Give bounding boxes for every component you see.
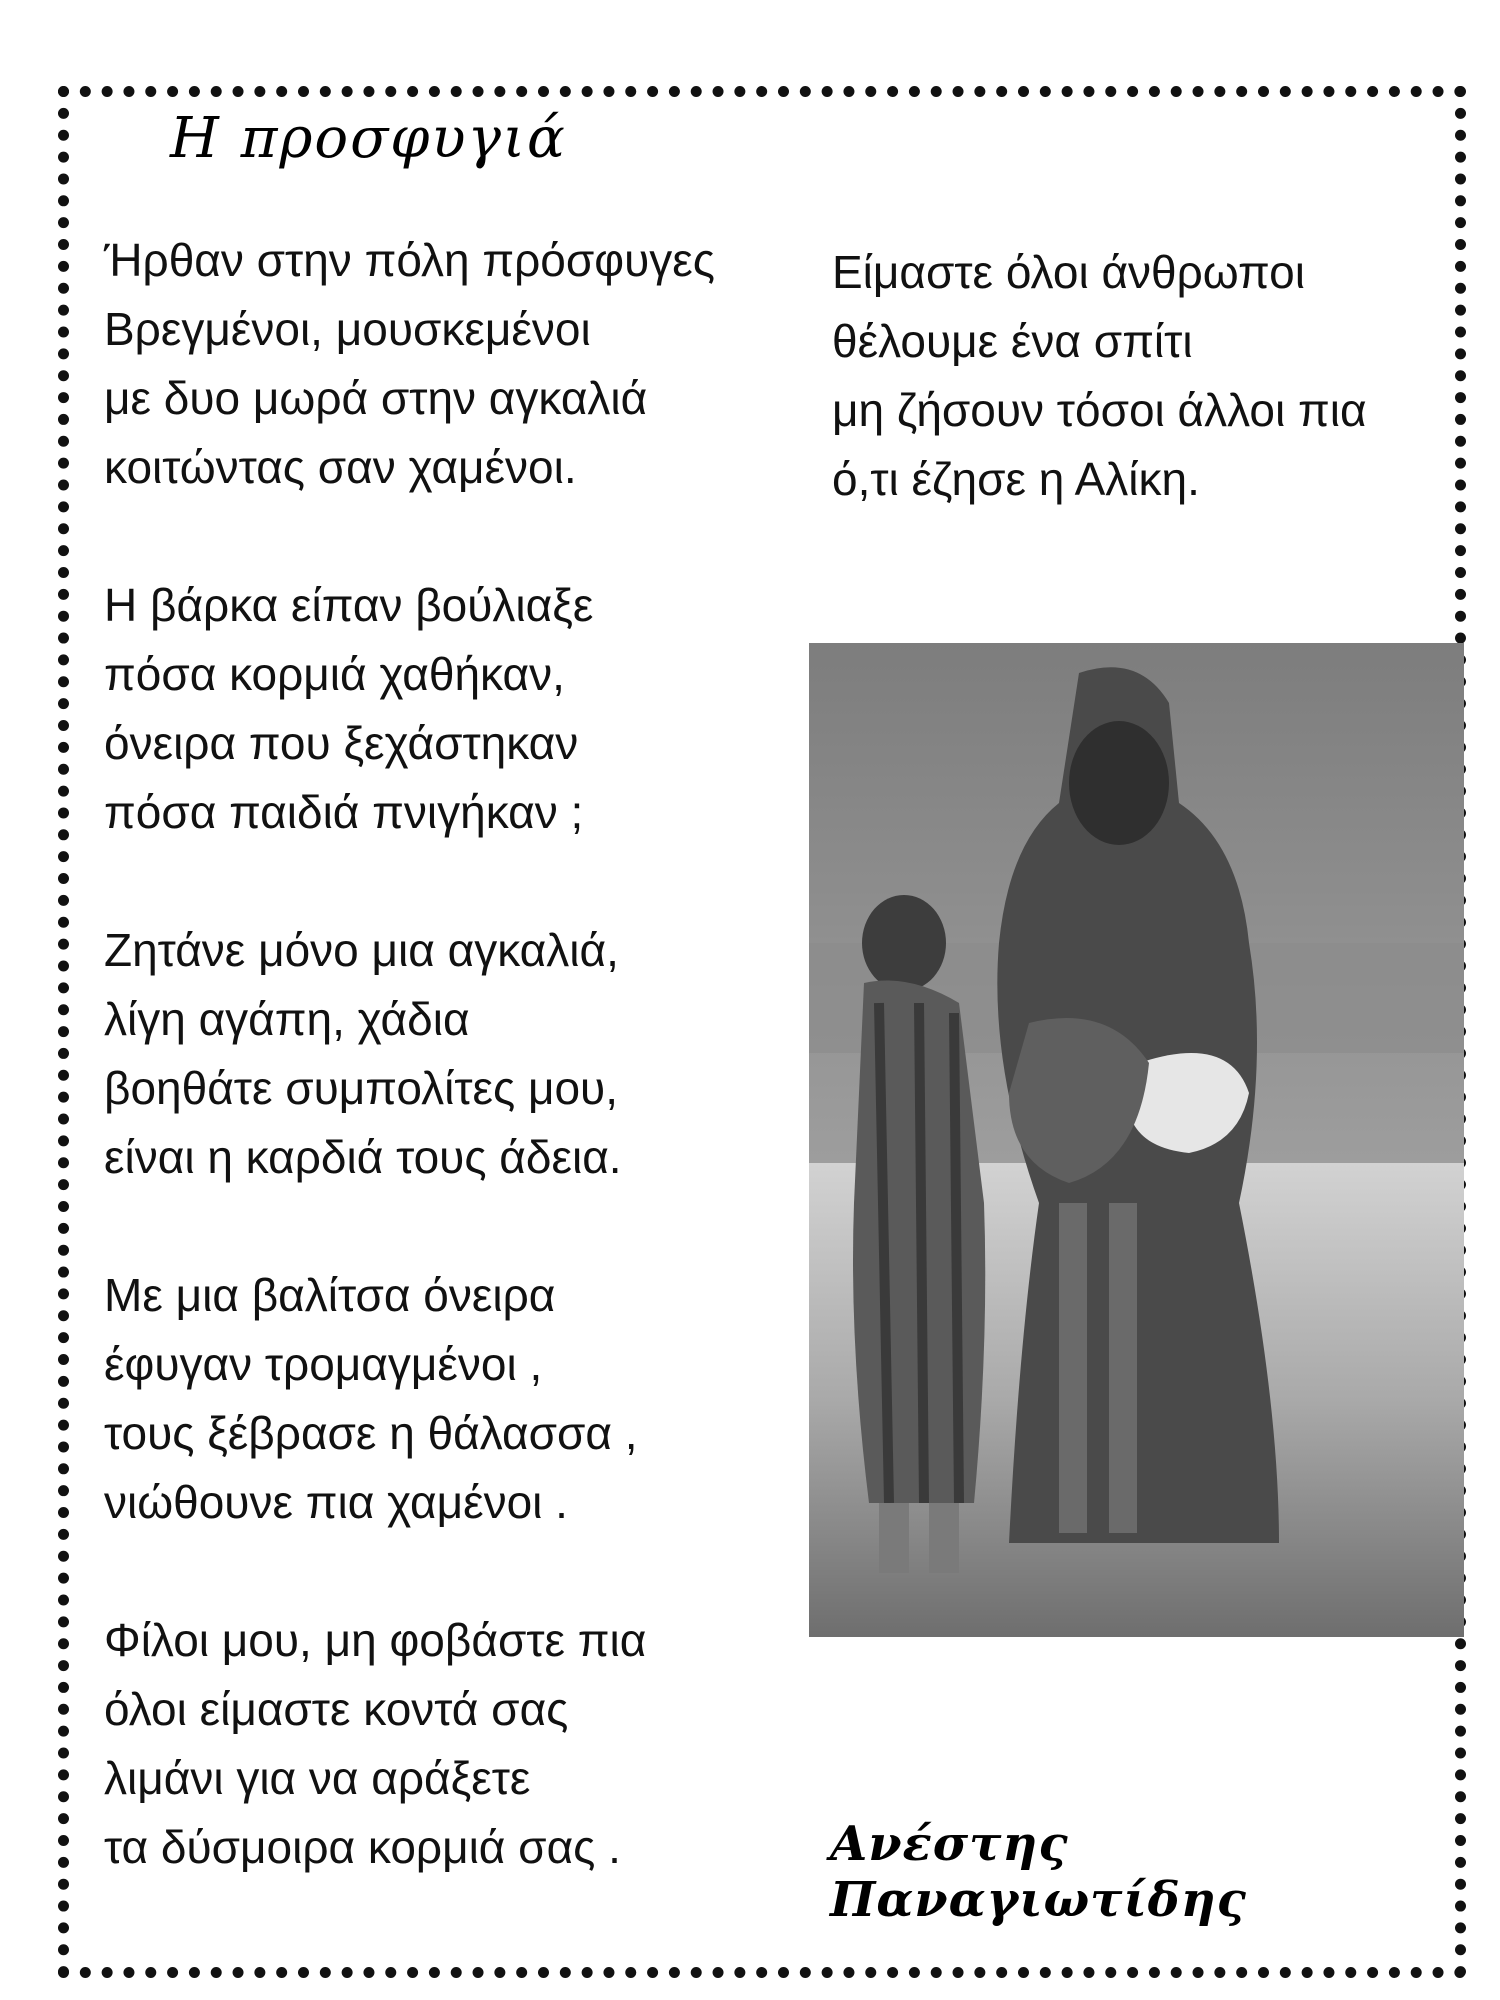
poem-line: πόσα παιδιά πνιγήκαν ; bbox=[104, 786, 584, 838]
poem-line: πόσα κορμιά χαθήκαν, bbox=[104, 648, 565, 700]
poem-line: Με μια βαλίτσα όνειρα bbox=[104, 1269, 556, 1321]
poem-line: νιώθουνε πια χαμένοι . bbox=[104, 1476, 568, 1528]
poem-left-column bbox=[104, 226, 824, 1882]
poem-line: Η βάρκα είπαν βούλιαξε bbox=[104, 579, 594, 631]
poem-right-column bbox=[832, 238, 1432, 514]
poem-line: όνειρα που ξεχάστηκαν bbox=[104, 717, 579, 769]
poem-line: Ήρθαν στην πόλη πρόσφυγες bbox=[104, 234, 715, 286]
poem-line: βοηθάτε συμπολίτες μου, bbox=[104, 1062, 618, 1114]
stanza-3 bbox=[104, 916, 824, 1192]
poem-line: λίγη αγάπη, χάδια bbox=[104, 993, 470, 1045]
author-signature: Ανέστης Παναγιωτίδης bbox=[830, 1816, 1247, 1928]
photo-illustration bbox=[809, 643, 1464, 1637]
poem-line: τους ξέβρασε η θάλασσα , bbox=[104, 1407, 638, 1459]
stanza-4 bbox=[104, 1261, 824, 1537]
stanza-5 bbox=[104, 1606, 824, 1882]
stanza-6 bbox=[832, 238, 1432, 514]
poem-line: είναι η καρδιά τους άδεια. bbox=[104, 1131, 622, 1183]
poem-line: Φίλοι μου, μη φοβάστε πια bbox=[104, 1614, 647, 1666]
poem-line: Είμαστε όλοι άνθρωποι bbox=[832, 246, 1305, 298]
stanza-1 bbox=[104, 226, 824, 502]
poem-line: όλοι είμαστε κοντά σας bbox=[104, 1683, 569, 1735]
poem-line: λιμάνι για να αράξετε bbox=[104, 1752, 531, 1804]
poem-line: Ζητάνε μόνο μια αγκαλιά, bbox=[104, 924, 619, 976]
poem-line: τα δύσμοιρα κορμιά σας . bbox=[104, 1821, 621, 1873]
poem-line: έφυγαν τρομαγμένοι , bbox=[104, 1338, 543, 1390]
poem-line: θέλουμε ένα σπίτι bbox=[832, 315, 1193, 367]
poem-line: κοιτώντας σαν χαμένοι. bbox=[104, 441, 577, 493]
poem-line: με δυο μωρά στην αγκαλιά bbox=[104, 372, 648, 424]
poem-line: μη ζήσουν τόσοι άλλοι πια bbox=[832, 384, 1367, 436]
poem-line: ό,τι έζησε η Αλίκη. bbox=[832, 453, 1200, 505]
stanza-2 bbox=[104, 571, 824, 847]
refugee-mother-children-photo bbox=[809, 643, 1464, 1637]
poem-line: Βρεγμένοι, μουσκεμένοι bbox=[104, 303, 591, 355]
poem-title: Η προσφυγιά bbox=[170, 106, 567, 171]
